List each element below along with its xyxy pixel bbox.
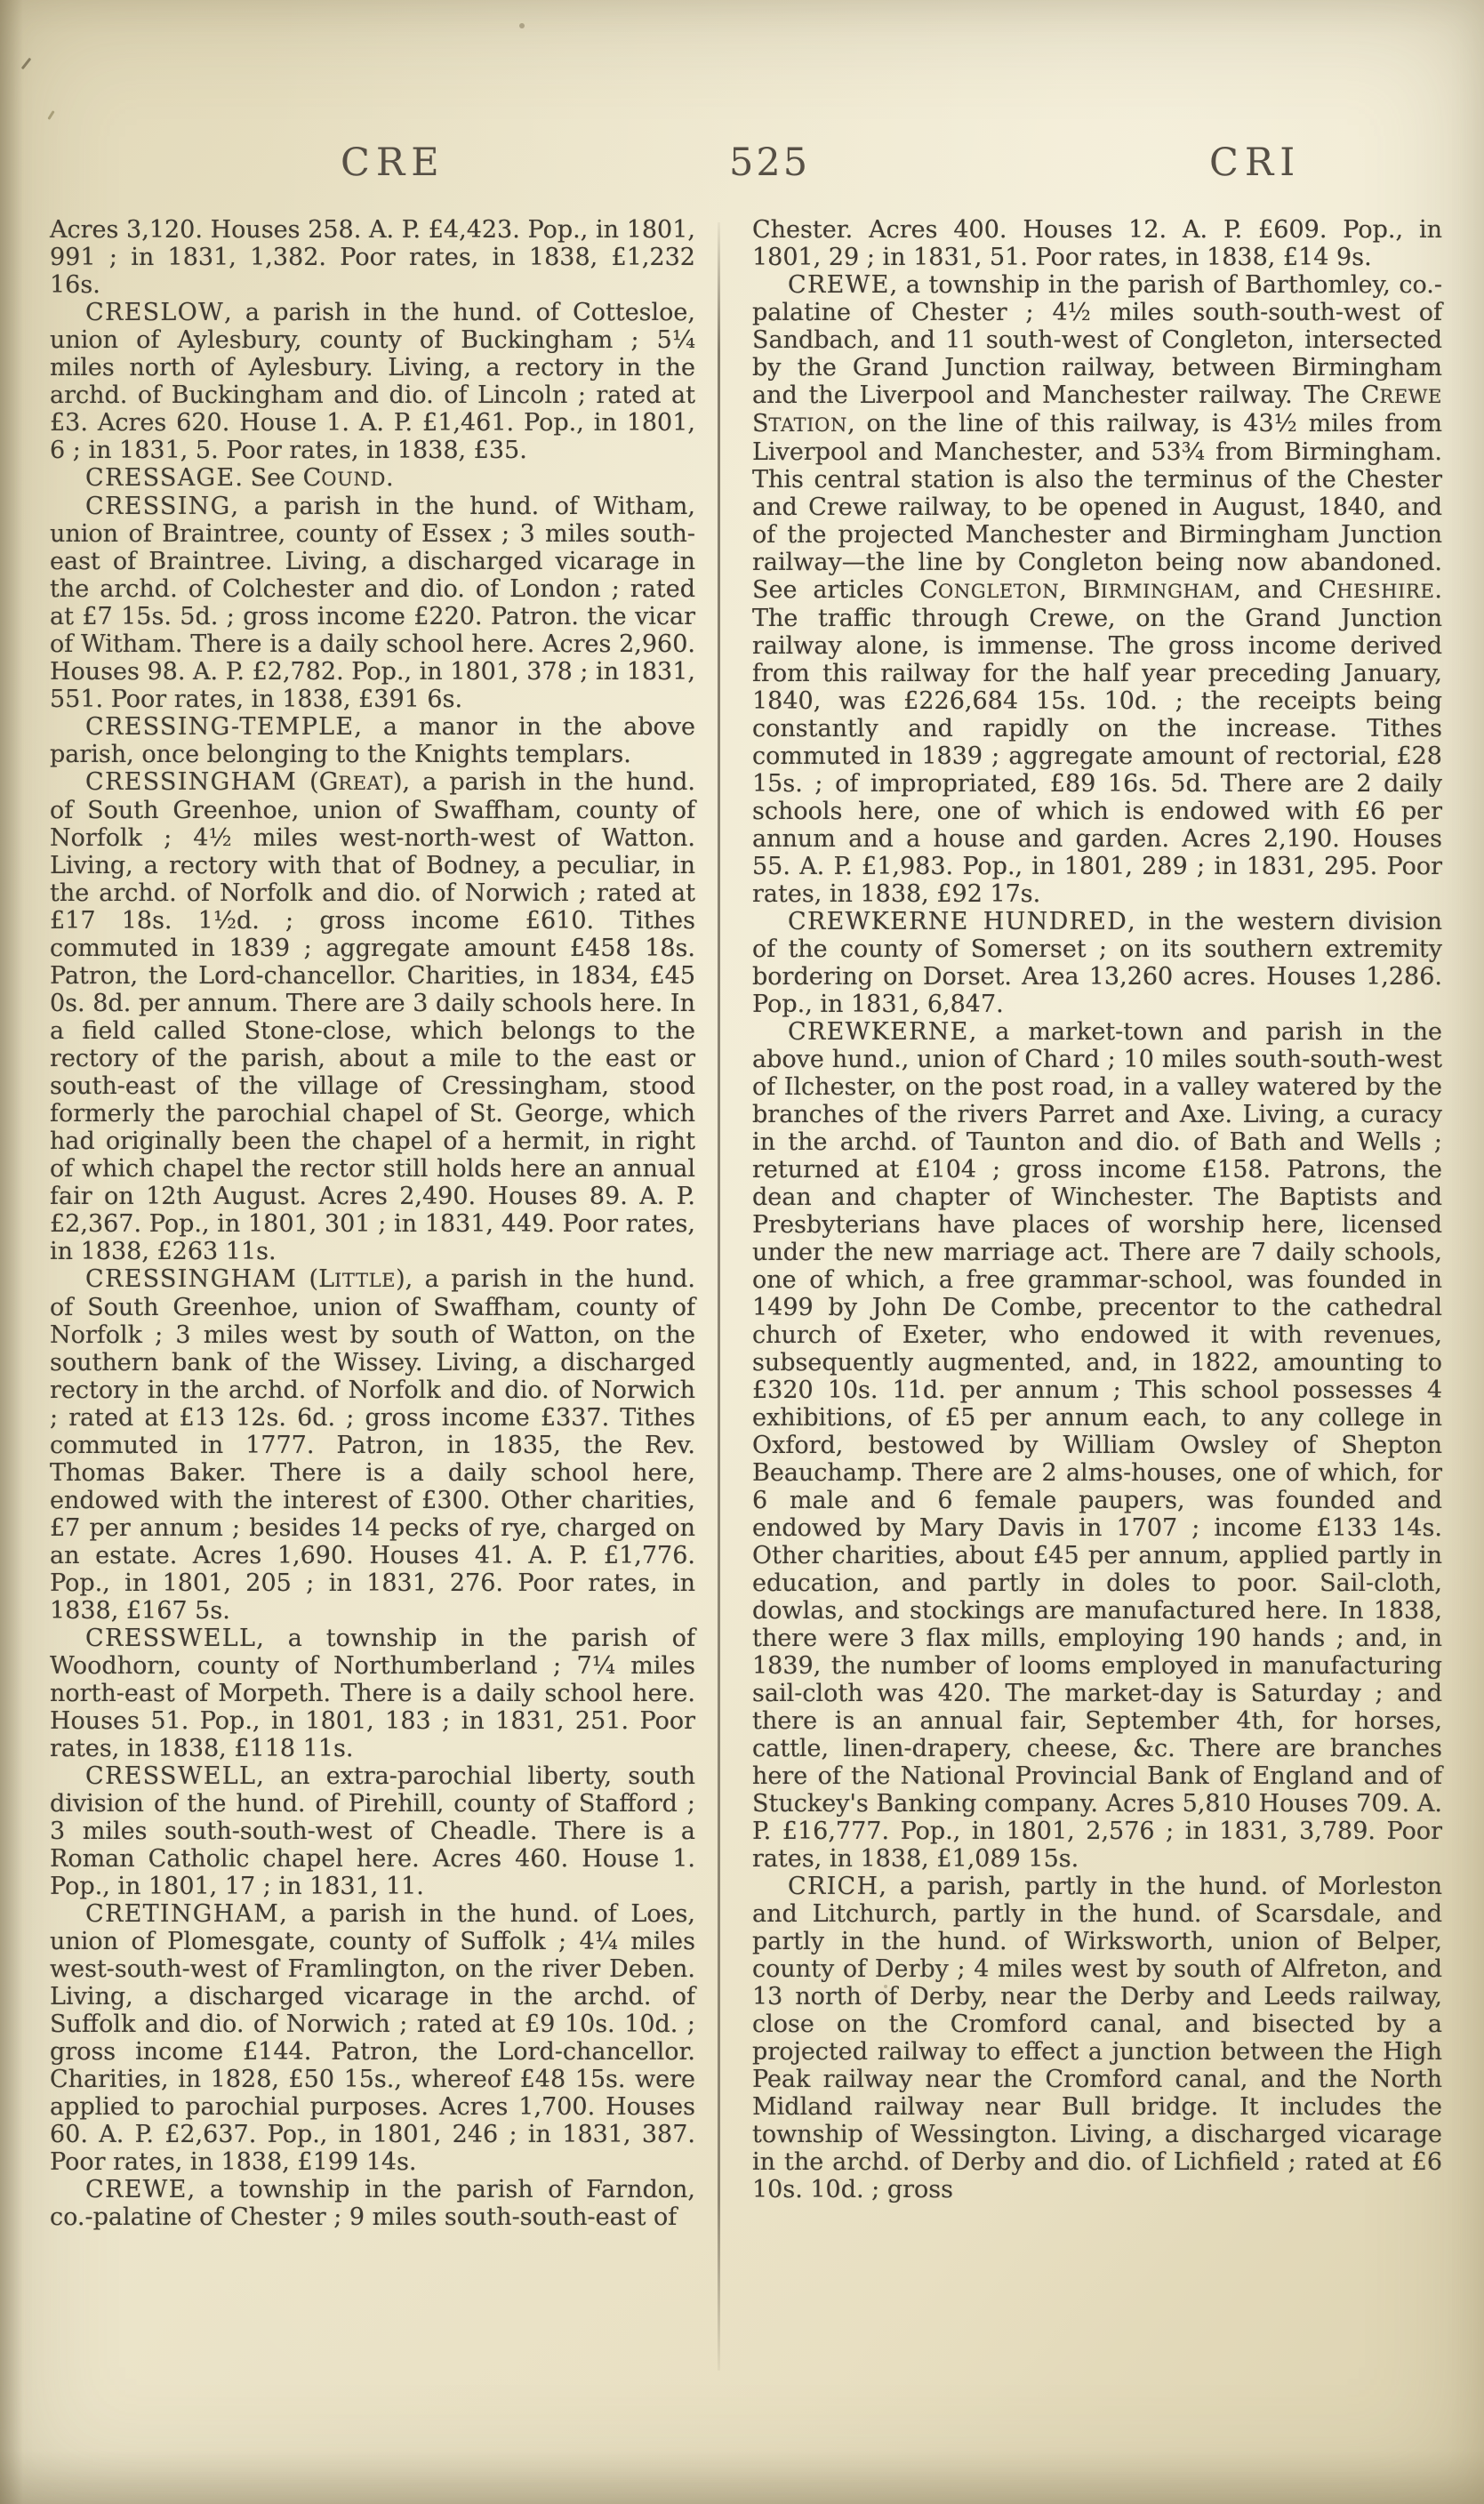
gazetteer-entry: Acres 3,120. Houses 258. A. P. £4,423. Pop., in 1801, 991 ; in 1831, 1,382. Poor rates, in 1838, £1,232 16s. bbox=[50, 216, 695, 299]
entry-headword: CRESSWELL bbox=[85, 1625, 257, 1652]
running-head bbox=[0, 140, 1484, 194]
entry-headword: CRESSINGHAM bbox=[85, 768, 298, 796]
running-head-right: CRI bbox=[1209, 140, 1302, 185]
entry-headword: CRESLOW bbox=[85, 299, 225, 326]
gazetteer-entry: CREWE, a township in the parish of Barthomley, co.-palatine of Chester ; 4½ miles south-south-west of Sandbach, and 11 south-west of Congleton, intersected by the Grand Junction railway, between Birmingham and the Liverpool and Manchester railway. The CREWE STATION, on the line of this railway, is 43½ miles from Liverpool and Manchester, and 53¾ from Birmingham. This central station is also the terminus of the Chester and Crewe railway, to be opened in August, 1840, and of the projected Manchester and Birmingham Junction railway—the line by Congleton being now abandoned. See articles CONGLETON, BIRMINGHAM, and CHESHIRE. The traffic through Crewe, on the Grand Junction railway alone, is immense. The gross income derived from this railway for the half year preceding January, 1840, was £226,684 15s. 10d. ; the receipts being constantly and rapidly on the increase. Tithes commuted in 1839 ; aggregate amount of rectorial, £28 15s. ; of impropriated, £89 16s. 5d. There are 2 daily schools here, one of which is endowed with £6 per annum and a house and garden. Acres 2,190. Houses 55. A. P. £1,983. Pop., in 1801, 289 ; in 1831, 295. Poor rates, in 1838, £92 17s. bbox=[752, 271, 1442, 908]
gazetteer-entry: CRETINGHAM, a parish in the hund. of Loes, union of Plomesgate, county of Suffolk ; 4¼ miles west-south-west of Framlington, on the river Deben. Living, a discharged vicarage in the archd. of Suffolk and dio. of Norwich ; rated at £9 10s. 10d. ; gross income £144. Patron, the Lord-chancellor. Charities, in 1828, £50 15s., whereof £48 15s. were applied to parochial purposes. Acres 1,700. Houses 60. A. P. £2,637. Pop., in 1801, 246 ; in 1831, 387. Poor rates, in 1838, £199 14s. bbox=[50, 1900, 695, 2176]
gazetteer-entry: CRESSAGE. See COUND. bbox=[85, 464, 394, 492]
gazetteer-entry: CRESSINGHAM (LITTLE), a parish in the hund. of South Greenhoe, union of Swaffham, county of Norfolk ; 3 miles west by south of Watton, on the southern bank of the Wissey. Living, a discharged rectory in the archd. of Norfolk and dio. of Norwich ; rated at £13 12s. 6d. ; gross income £337. Tithes commuted in 1777. Patron, in 1835, the Rev. Thomas Baker. There is a daily school here, endowed with the interest of £300. Other charities, £7 per annum ; besides 14 pecks of rye, charged on an estate. Acres 1,690. Houses 41. A. P. £1,776. Pop., in 1801, 205 ; in 1831, 276. Poor rates, in 1838, £167 5s. bbox=[50, 1265, 695, 1625]
page-edge-shadow bbox=[0, 0, 23, 2504]
entry-headword: CRETINGHAM bbox=[85, 1900, 280, 1928]
gazetteer-entry: CRICH, a parish, partly in the hund. of Morleston and Litchurch, partly in the hund. of Scarsdale, and partly in the hund. of Wirksworth, union of Belper, county of Derby ; 4 miles west by south of Alfreton, and 13 north of Derby, near the Derby and Leeds railway, close on the Cromford canal, and bisected by a projected railway to effect a junction between the High Peak railway near the Cromford canal, and the North Midland railway near Bull bridge. It includes the township of Wessington. Living, a discharged vicarage in the archd. of Derby and dio. of Lichfield ; rated at £6 10s. 10d. ; gross bbox=[752, 1873, 1442, 2203]
entry-headword: CREWKERNE HUNDRED bbox=[788, 908, 1128, 935]
gazetteer-entry: CRESSWELL, a township in the parish of Woodhorn, county of Northumberland ; 7¼ miles north-east of Morpeth. There is a daily school here. Houses 51. Pop., in 1801, 183 ; in 1831, 251. Poor rates, in 1838, £118 11s. bbox=[50, 1625, 695, 1762]
entry-headword: CRICH bbox=[788, 1873, 879, 1900]
paper-speck bbox=[519, 23, 525, 28]
entry-headword: CRESSWELL bbox=[85, 1762, 257, 1790]
entry-headword: CRESSING bbox=[85, 493, 231, 520]
page-number: 525 bbox=[729, 140, 811, 185]
entry-headword: CRESSING-TEMPLE bbox=[85, 713, 355, 741]
gazetteer-entry: CRESSING, a parish in the hund. of Witham, union of Braintree, county of Essex ; 3 miles south-east of Braintree. Living, a discharged vicarage in the archd. of Colchester and dio. of London ; rated at £7 15s. 5d. ; gross income £220. Patron. the vicar of Witham. There is a daily school here. Acres 2,960. Houses 98. A. P. £2,782. Pop., in 1801, 378 ; in 1831, 551. Poor rates, in 1838, £391 6s. bbox=[50, 493, 695, 713]
gazetteer-entry: CRESSINGHAM (GREAT), a parish in the hund. of South Greenhoe, union of Swaffham, county of Norfolk ; 4½ miles west-north-west of Watton. Living, a rectory with that of Bodney, a peculiar, in the archd. of Norfolk and dio. of Norwich ; rated at £17 18s. 1½d. ; gross income £610. Tithes commuted in 1839 ; aggregate amount £458 18s. Patron, the Lord-chancellor. Charities, in 1834, £45 0s. 8d. per annum. There are 3 daily schools here. In a field called Stone-close, which belongs to the rectory of the parish, about a mile to the east or south-east of the village of Cressingham, stood formerly the parochial chapel of St. George, which had originally been the chapel of a hermit, in right of which chapel the rector still holds here an annual fair on 12th August. Acres 2,490. Houses 89. A. P. £2,367. Pop., in 1801, 301 ; in 1831, 449. Poor rates, in 1838, £263 11s. bbox=[50, 768, 695, 1265]
running-head-left: CRE bbox=[341, 140, 445, 185]
entry-headword: CRESSAGE bbox=[85, 464, 236, 492]
gazetteer-entry: CRESSWELL, an extra-parochial liberty, south division of the hund. of Pirehill, county of Stafford ; 3 miles south-south-west of Cheadle. There is a Roman Catholic chapel here. Acres 460. House 1. Pop., in 1801, 17 ; in 1831, 11. bbox=[50, 1762, 695, 1900]
paper-speck bbox=[21, 58, 32, 70]
gazetteer-entry: Chester. Acres 400. Houses 12. A. P. £609. Pop., in 1801, 29 ; in 1831, 51. Poor rates, in 1838, £14 9s. bbox=[752, 216, 1442, 271]
right-column bbox=[752, 216, 1442, 2203]
page-edge-shadow bbox=[0, 2451, 1484, 2504]
gazetteer-entry: CRESSING-TEMPLE, a manor in the above parish, once belonging to the Knights templars. bbox=[50, 713, 695, 768]
column-divider-rule bbox=[718, 222, 720, 2371]
gazetteer-entry: CRESLOW, a parish in the hund. of Cottesloe, union of Aylesbury, county of Buckingham ; 5¼ miles north of Aylesbury. Living, a rectory in the archd. of Buckingham and dio. of Lincoln ; rated at £3. Acres 620. House 1. A. P. £1,461. Pop., in 1801, 6 ; in 1831, 5. Poor rates, in 1838, £35. bbox=[50, 299, 695, 464]
gazetteer-entry: CREWKERNE, a market-town and parish in the above hund., union of Chard ; 10 miles south-south-west of Ilchester, on the post road, in a valley watered by the branches of the rivers Parret and Axe. Living, a curacy in the archd. of Taunton and dio. of Bath and Wells ; returned at £104 ; gross income £158. Patrons, the dean and chapter of Winchester. The Baptists and Presbyterians have places of worship here, licensed under the new marriage act. There are 7 daily schools, one of which, a free grammar-school, was founded in 1499 by John De Combe, precentor to the cathedral church of Exeter, who endowed it with revenues, subsequently augmented, and, in 1822, amounting to £320 10s. 11d. per annum ; This school possesses 4 exhibitions, of £5 per annum each, to any college in Oxford, bestowed by William Owsley of Shepton Beauchamp. There are 2 alms-houses, one of which, for 6 male and 6 female paupers, was founded and endowed by Mary Davis in 1707 ; income £133 14s. Other charities, about £45 per annum, applied partly in education, and partly in doles to poor. Sail-cloth, dowlas, and stockings are manufactured here. In 1838, there were 3 flax mills, employing 190 hands ; and, in 1839, the number of looms employed in manufacturing sail-cloth was 420. The market-day is Saturday ; and there is an annual fair, September 4th, for horses, cattle, linen-drapery, cheese, &c. There are branches here of the National Provincial Bank of England and of Stuckey's Banking company. Acres 5,810 Houses 709. A. P. £16,777. Pop., in 1801, 2,576 ; in 1831, 3,789. Poor rates, in 1838, £1,089 15s. bbox=[752, 1018, 1442, 1873]
gazetteer-entry: CREWE, a township in the parish of Farndon, co.-palatine of Chester ; 9 miles south-south-east of bbox=[50, 2176, 695, 2231]
gazetteer-entry: CREWKERNE HUNDRED, in the western division of the county of Somerset ; on its southern extremity bordering on Dorset. Area 13,260 acres. Houses 1,286. Pop., in 1831, 6,847. bbox=[752, 908, 1443, 1018]
left-column bbox=[50, 216, 695, 2231]
entry-headword: CREWE bbox=[85, 2176, 188, 2203]
paper-speck bbox=[47, 110, 54, 120]
entry-headword: CREWKERNE bbox=[788, 1018, 969, 1046]
entry-headword: CREWE bbox=[788, 271, 890, 299]
entry-headword: CRESSINGHAM bbox=[85, 1265, 298, 1293]
